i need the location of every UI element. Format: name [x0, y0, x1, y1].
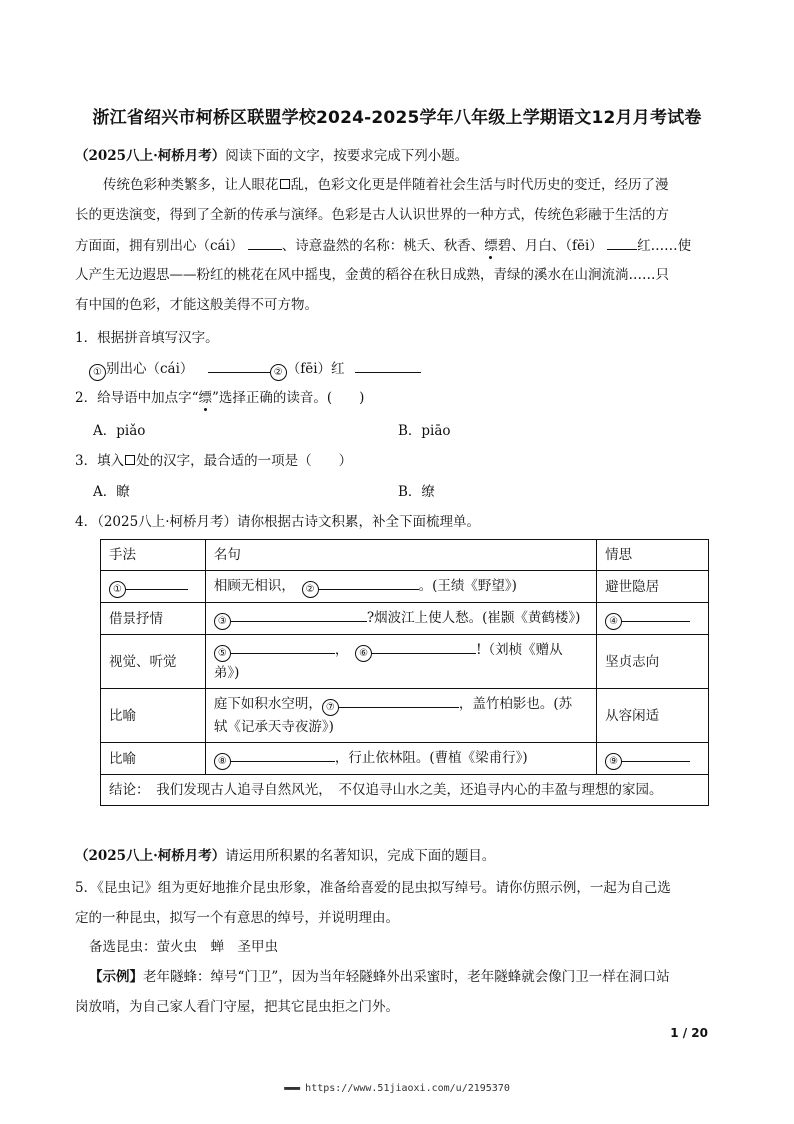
passage-line-2: 长的更迭演变，得到了全新的传承与演绎。色彩是古人认识世界的一种方式，传统色彩融于生活的方 — [75, 207, 669, 223]
passage-line-3 — [75, 235, 691, 256]
table-cell: 比喻 — [101, 743, 206, 775]
cell-text: 弟》) — [213, 665, 240, 681]
q2-stem-text: 2．给导语中加点字“ — [75, 390, 199, 406]
blank-1[interactable] — [126, 575, 188, 590]
blank-5[interactable] — [231, 639, 335, 654]
q4-stem: 4．（2025八上·柯桥月考）请你根据古诗文积累，补全下面梳理单。 — [75, 514, 480, 530]
passage-text: 碧、月白、（fēi） — [497, 238, 603, 254]
q2-option-a[interactable]: A．piǎo — [93, 423, 146, 439]
circle-number: ⑧ — [214, 753, 231, 770]
table-row — [101, 540, 709, 571]
circle-number: ① — [89, 364, 106, 381]
q5-options: 备选昆虫：萤火虫 蝉 圣甲虫 — [89, 939, 278, 955]
passage-line-1 — [103, 175, 669, 195]
blank-cai[interactable] — [248, 235, 282, 250]
q3-stem — [75, 451, 352, 471]
cell-text: ， — [334, 642, 342, 658]
q2-stem-text: ”选择正确的读音。( ) — [212, 390, 365, 406]
blank-7[interactable] — [339, 693, 459, 708]
footer-url[interactable]: https://www.51jiaoxi.com/u/2195370 — [305, 1083, 510, 1094]
table-cell — [597, 743, 709, 775]
passage-text: 乱，色彩文化更是伴随着社会生活与时代历史的变迁，经历了漫 — [290, 177, 669, 193]
intro-source: （2025八上·柯桥月考） — [75, 148, 226, 164]
intro-instruction: 阅读下面的文字，按要求完成下列小题。 — [225, 148, 469, 164]
dotted-char: 缥 — [484, 238, 498, 254]
table-row — [101, 603, 709, 635]
section2-source: （2025八上·柯桥月考） — [75, 848, 226, 864]
blank-6[interactable] — [372, 639, 476, 654]
example-text: 老年隧蜂：绰号“门卫”，因为当年轻隧蜂外出采蜜时，老年隧蜂就会像门卫一样在洞口站 — [143, 969, 670, 985]
cell-text: !（刘桢《赠从 — [476, 642, 563, 658]
table-row — [101, 743, 709, 775]
circle-number: ⑥ — [355, 645, 372, 662]
q5-example-line-1 — [89, 967, 670, 987]
cell-text: ?烟波江上使人愁。(崔颢《黄鹤楼》) — [366, 610, 581, 626]
circle-number: ② — [302, 581, 319, 598]
table-conclusion: 结论： 我们发现古人追寻自然风光， 不仅追寻山水之美，还追寻内心的丰盈与理想的家园。 — [101, 775, 709, 806]
section2-line — [75, 846, 495, 866]
q5-line-1: 5．《昆虫记》组为更好地推介昆虫形象，准备给喜爱的昆虫拟写绰号。请你仿照示例，一起为自己选 — [75, 880, 671, 896]
table-cell — [205, 743, 596, 775]
blank-2[interactable] — [319, 575, 419, 590]
blank-9[interactable] — [622, 747, 690, 762]
cell-text: ，盖竹柏影也。(苏 — [458, 696, 573, 712]
footer-logo-icon: ▬▬▬ — [284, 1083, 300, 1094]
q4-table — [100, 539, 709, 806]
table-cell: 视觉、听觉 — [101, 635, 206, 689]
table-row — [101, 689, 709, 743]
passage-text: 方面面，拥有别出心（cái） — [75, 238, 244, 254]
circle-number: ⑦ — [322, 699, 339, 716]
blank-fei[interactable] — [607, 235, 637, 250]
blank-box — [125, 455, 135, 465]
cell-text: 。(王绩《野望》) — [418, 578, 517, 594]
table-cell — [597, 603, 709, 635]
table-cell: 避世隐居 — [597, 571, 709, 603]
cell-text: 庭下如积水空明， — [213, 696, 322, 712]
q5-example-line-2: 岗放哨，为自己家人看门守屋，把其它昆虫拒之门外。 — [75, 999, 399, 1015]
table-cell — [205, 571, 596, 603]
circle-number: ③ — [214, 613, 231, 630]
blank-box — [280, 179, 290, 189]
section2-instruction: 请运用所积累的名著知识，完成下面的题目。 — [225, 848, 496, 864]
blank-3[interactable] — [231, 607, 367, 622]
table-header: 名句 — [205, 540, 596, 571]
table-cell — [101, 571, 206, 603]
blank-8[interactable] — [231, 747, 335, 762]
q3-stem-text: 处的汉字，最合适的一项是（ ） — [136, 453, 353, 469]
circle-number: ⑨ — [605, 753, 622, 770]
q3-option-a[interactable]: A．瞭 — [93, 484, 130, 500]
q3-stem-text: 3．填入 — [75, 453, 125, 469]
cell-text: 相顾无相识， — [213, 578, 289, 594]
q1-item1-text: 别出心（cái） — [106, 361, 194, 377]
table-cell: 从容闲适 — [597, 689, 709, 743]
table-cell — [205, 603, 596, 635]
table-cell: 比喻 — [101, 689, 206, 743]
passage-text: 红……使 — [637, 238, 692, 254]
page-number: 1 / 20 — [670, 1026, 708, 1040]
passage-text: 、诗意盎然的名称：桃夭、秋香、 — [281, 238, 485, 254]
circle-number: ④ — [605, 613, 622, 630]
table-header: 手法 — [101, 540, 206, 571]
q5-line-2: 定的一种昆虫，拟写一个有意思的绰号，并说明理由。 — [75, 910, 399, 926]
passage-line-5: 有中国的色彩，才能这般美得不可方物。 — [75, 297, 318, 313]
exam-title: 浙江省绍兴市柯桥区联盟学校2024-2025学年八年级上学期语文12月月考试卷 — [92, 108, 702, 128]
blank-4[interactable] — [622, 607, 690, 622]
circle-number: ② — [270, 364, 287, 381]
q1-items — [89, 358, 421, 381]
q2-option-b[interactable]: B．piāo — [398, 423, 451, 439]
table-row — [101, 571, 709, 603]
passage-text: 传统色彩种类繁多，让人眼花 — [103, 177, 279, 193]
q3-option-b[interactable]: B．缭 — [398, 484, 435, 500]
footer — [0, 1083, 794, 1094]
cell-text: 轼《记承天寺夜游》) — [213, 719, 334, 735]
table-row — [101, 635, 709, 689]
table-header: 情思 — [597, 540, 709, 571]
dotted-char: 缥 — [198, 390, 212, 406]
q1-blank-2[interactable] — [355, 358, 421, 373]
intro-line — [75, 146, 468, 166]
table-cell — [205, 635, 596, 689]
passage-line-4: 人产生无边遐思——粉红的桃花在风中摇曳，金黄的稻谷在秋日成熟，青绿的溪水在山涧流淌……只 — [75, 267, 669, 283]
circle-number: ① — [109, 581, 126, 598]
q2-stem — [75, 388, 364, 408]
q1-stem: 1．根据拼音填写汉字。 — [75, 330, 219, 346]
q1-blank-1[interactable] — [208, 358, 270, 373]
example-tag: 【示例】 — [89, 969, 143, 985]
table-cell — [205, 689, 596, 743]
table-cell: 坚贞志向 — [597, 635, 709, 689]
q1-item2-text: （fēi）红 — [286, 361, 345, 377]
table-row — [101, 775, 709, 806]
table-cell: 借景抒情 — [101, 603, 206, 635]
cell-text: ，行止依林阻。(曹植《梁甫行》) — [334, 750, 528, 766]
circle-number: ⑤ — [214, 645, 231, 662]
